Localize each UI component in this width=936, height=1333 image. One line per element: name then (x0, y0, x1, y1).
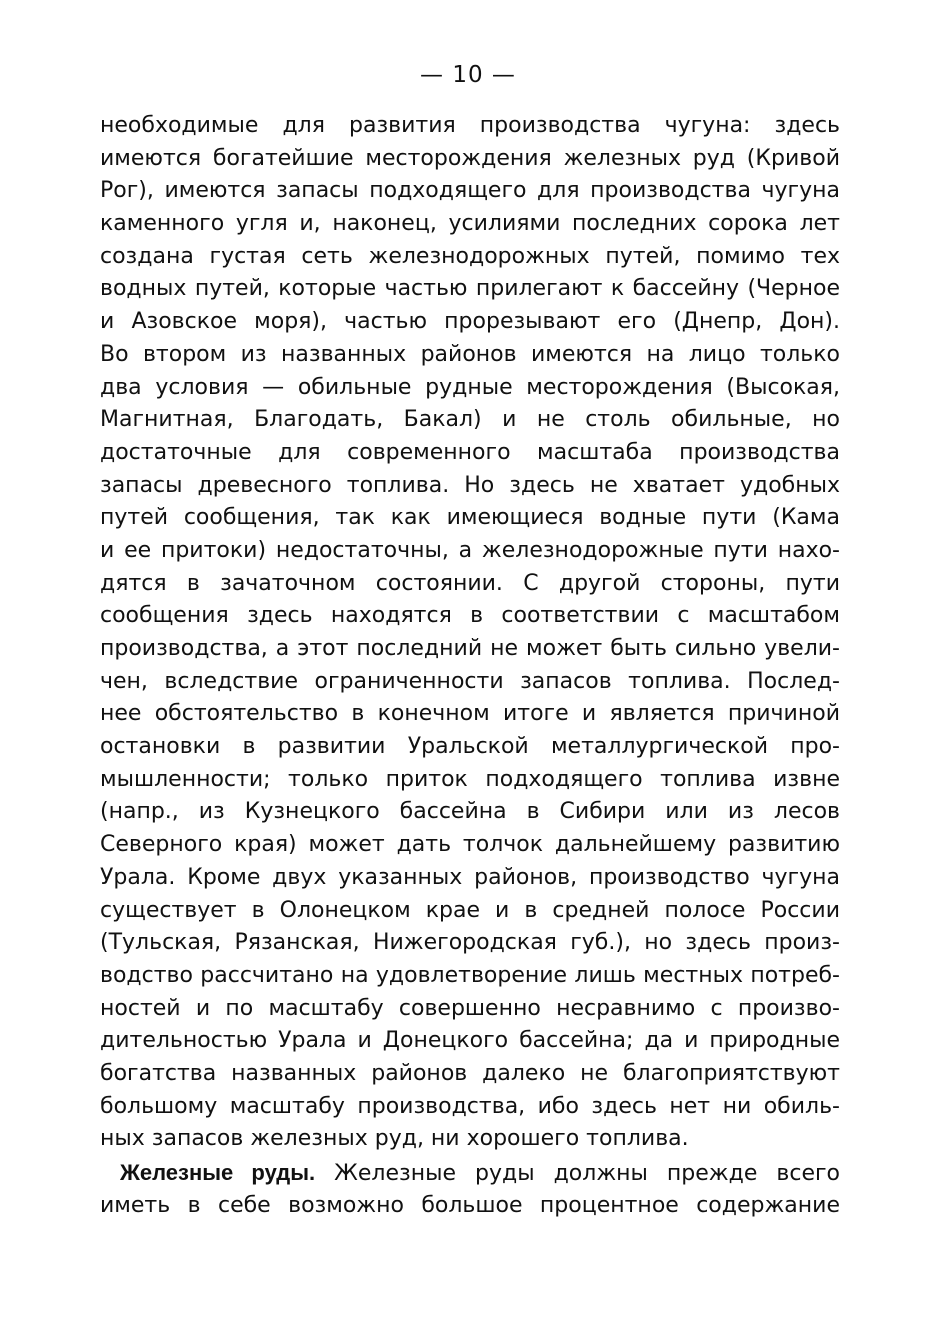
text-line: имеются богатейшие месторождения железных руд (Кривой (100, 145, 840, 171)
text-line: Во втором из названных районов имеются на лицо только (100, 341, 840, 367)
text-line: необходимые для развития производства чугуна: здесь (100, 113, 840, 138)
text-line: большому масштабу производства, ибо здесь нет ни обиль- (100, 1093, 840, 1119)
text-line: достаточные для современного масштаба производства (100, 439, 840, 465)
text-line: (напр., из Кузнецкого бассейна в Сибири или из лесов (100, 799, 840, 825)
text-line: дятся в зачаточном состоянии. С другой стороны, пути (100, 570, 840, 596)
text-line: ных запасов железных руд, ни хорошего топлива. (100, 1126, 689, 1152)
text-line: (Тульская, Рязанская, Нижегородская губ.), но здесь произ- (100, 930, 840, 956)
text-line: дительностью Урала и Донецкого бассейна; да и природные (100, 1028, 840, 1054)
paragraph-iron-production-regions (100, 110, 840, 1156)
text-line: и ее притоки) недостаточны, а железнодорожные пути нахо- (100, 537, 840, 563)
text-line: сообщения здесь находятся в соответствии с масштабом (100, 603, 840, 629)
text-line: нее обстоятельство в конечном итоге и является причиной (100, 701, 840, 727)
text-line: производства, а этот последний не может быть сильно увели- (100, 636, 840, 661)
text-line: и Азовское моря), частью прорезывают его (Днепр, Дон). (100, 309, 840, 335)
text-line: богатства названных районов далеко не благоприятствуют (100, 1060, 840, 1086)
text-line: водство рассчитано на удовлетворение лишь местных потреб- (100, 962, 840, 988)
text-run: Железные руды должны прежде всего (334, 1161, 841, 1186)
text-line: существует в Олонецком крае и в средней полосе России (100, 897, 840, 923)
text-line: создана густая сеть железнодорожных путей, помимо тех (100, 243, 840, 269)
text-line: каменного угля и, наконец, усилиями последних сорока лет (100, 211, 840, 237)
text-line: запасы древесного топлива. Но здесь не хватает удобных (100, 472, 840, 498)
text-line: Урала. Кроме двух указанных районов, производство чугуна (100, 864, 840, 890)
text-line: мышленности; только приток подходящего топлива извне (100, 766, 840, 792)
text-line: два условия — обильные рудные месторождения (Высокая, (100, 374, 840, 400)
text-line: чен, вследствие ограниченности запасов топлива. Послед- (100, 668, 840, 694)
text-line: Магнитная, Благодать, Бакал) и не столь обильные, но (100, 407, 840, 433)
text-line: Северного края) может дать толчок дальнейшему развитию (100, 832, 840, 858)
section-heading: Железные руды. (120, 1160, 316, 1185)
text-line-with-heading (100, 1157, 840, 1190)
text-line: Рог), имеются запасы подходящего для производства чугуна (100, 178, 840, 204)
text-line: иметь в себе возможно большое процентное содержание (100, 1192, 840, 1218)
text-line: остановки в развитии Уральской металлургической про- (100, 734, 840, 760)
text-line: ностей и по масштабу совершенно несравнимо с произво- (100, 995, 840, 1021)
paragraph-iron-ores (100, 1157, 840, 1222)
page-number: — 10 — (420, 62, 516, 88)
text-line: водных путей, которые частью прилегают к бассейну (Черное (100, 276, 840, 302)
text-line: путей сообщения, так как имеющиеся водные пути (Кама (100, 505, 840, 531)
